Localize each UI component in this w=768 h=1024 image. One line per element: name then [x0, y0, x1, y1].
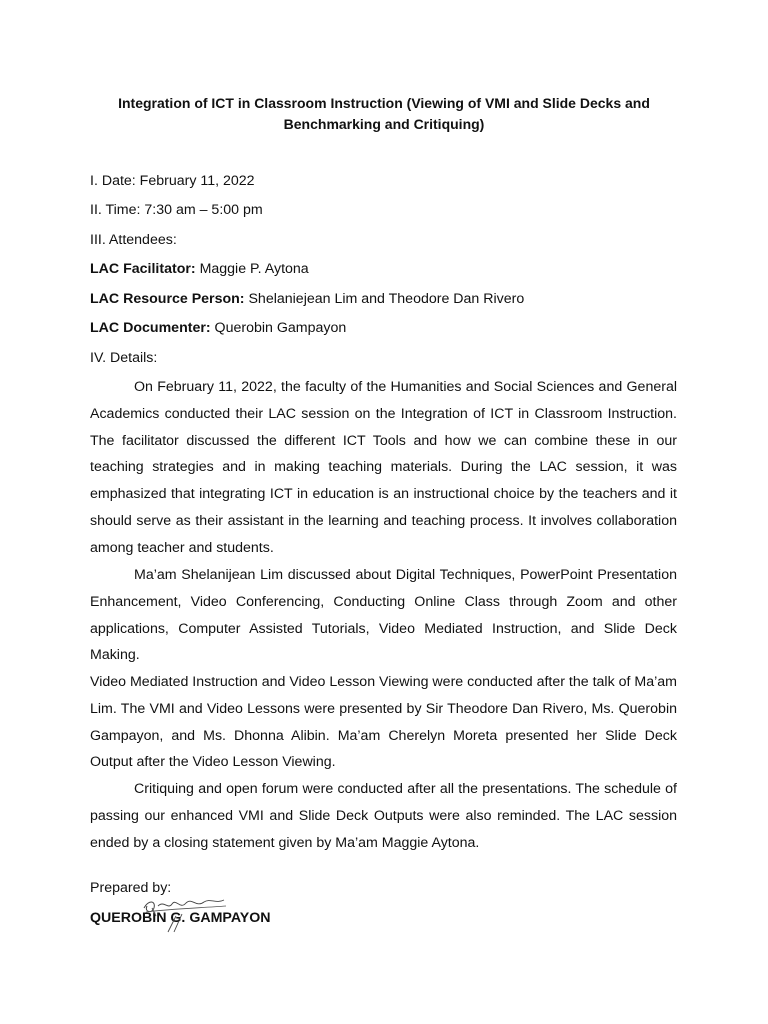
details-paragraph: Ma’am Shelanijean Lim discussed about Digital Techniques, PowerPoint Presentation Enhancement, Video Conferencing, Conducting Online Class through Zoom and other applications, Computer Assisted Tutorials, Video Mediated Instruction, and Slide Deck Making. [90, 567, 677, 664]
prepared-by-label: Prepared by: [90, 880, 172, 896]
documenter-line [90, 318, 346, 338]
facilitator-line [90, 259, 309, 279]
resource-person-value: Shelaniejean Lim and Theodore Dan Rivero [244, 291, 525, 307]
attendees-heading: III. Attendees: [90, 232, 177, 248]
documenter-label: LAC Documenter: [90, 320, 211, 336]
details-paragraph: Video Mediated Instruction and Video Lesson Viewing were conducted after the talk of Ma’am Lim. The VMI and Video Lessons were presented by Sir Theodore Dan Rivero, Ms. Querobin Gampayon, and Ms. Dhonna Alibin. Ma’am Cherelyn Moreta presented her Slide Deck Output after the Video Lesson Viewing. [90, 674, 677, 771]
handwritten-signature [138, 888, 230, 934]
details-paragraph: On February 11, 2022, the faculty of the Humanities and Social Sciences and General Academics conducted their LAC session on the Integration of ICT in Classroom Instruction. The facilitator discussed the different ICT Tools and how we can combine these in our teaching strategies and in making teaching materials. During the LAC session, it was emphasized that integrating ICT in education is an instructional choice by the teachers and it should serve as their assistant in the learning and teaching process. It involves collaboration among teacher and students. [90, 379, 677, 556]
resource-person-line [90, 289, 524, 309]
facilitator-value: Maggie P. Aytona [195, 261, 309, 277]
signer-name: QUEROBIN G. GAMPAYON [90, 910, 271, 926]
details-paragraph: Critiquing and open forum were conducted after all the presentations. The schedule of passing our enhanced VMI and Slide Deck Outputs were also reminded. The LAC session ended by a closing statement given by Ma’am Maggie Aytona. [90, 781, 677, 851]
facilitator-label: LAC Facilitator: [90, 261, 196, 277]
date-line: I. Date: February 11, 2022 [90, 173, 255, 189]
resource-person-label: LAC Resource Person: [90, 291, 245, 307]
time-line: II. Time: 7:30 am – 5:00 pm [90, 202, 263, 218]
details-heading: IV. Details: [90, 350, 158, 366]
document-title: Integration of ICT in Classroom Instruction (Viewing of VMI and Slide Decks and Benchmarking and Critiquing) [118, 95, 650, 132]
documenter-value: Querobin Gampayon [210, 320, 347, 336]
